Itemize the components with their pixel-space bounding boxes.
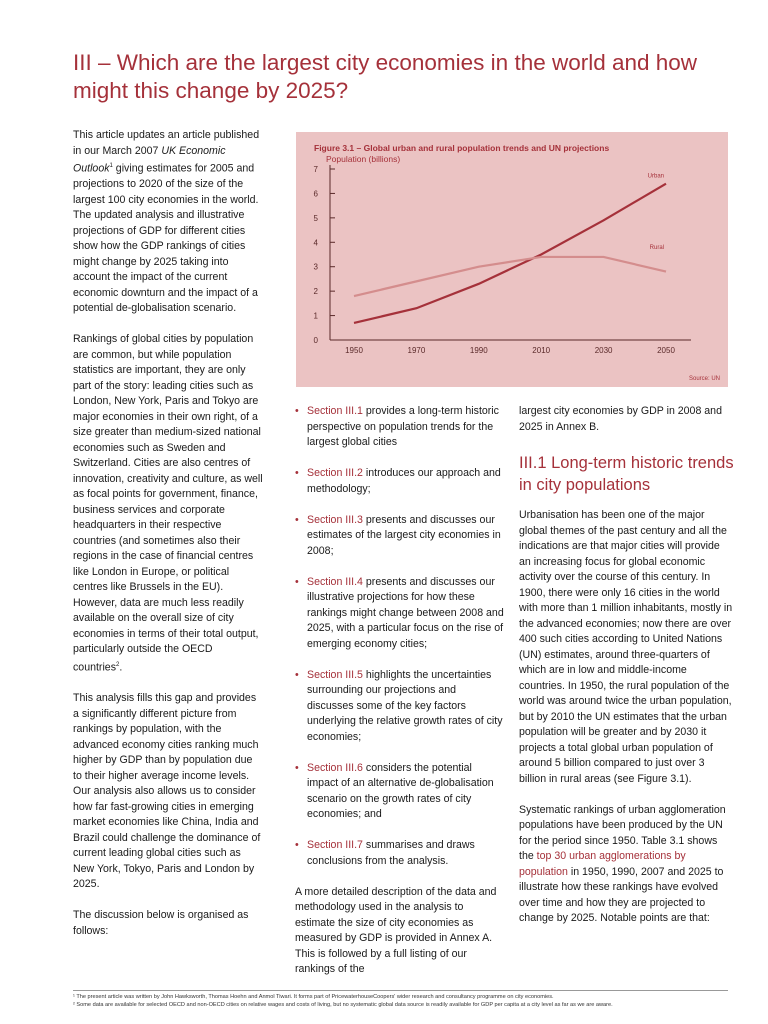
y-tick-label: 2	[313, 287, 318, 297]
bullet-icon: •	[295, 405, 299, 417]
analysis-paragraph: This analysis fills this gap and provides a significantly different picture from rankings by population, with the advanced economy cities ranking much higher by GDP than by population due to their higher average income levels. Our analysis also allows us to consider how far fast-growing cities in emerging market economies like China, India and Brazil could challenge the dominance of current leading global cities such as New York, Tokyo, Paris and London by 2025.	[73, 692, 261, 891]
section-description: summarises and draws conclusions from the analysis.	[307, 839, 475, 867]
x-tick-label: 1990	[469, 346, 488, 355]
bullet-icon: •	[295, 575, 299, 588]
section-list-item	[295, 668, 505, 746]
x-tick-label: 1950	[345, 346, 363, 355]
footnote-2: ² Some data are available for selected OECD and non-OECD cities on relative wages and costs of living, but no systematic global data source is readily available for GDP per capita at a city level as far as we are aware.	[73, 1002, 613, 1008]
section-list-item	[295, 761, 505, 823]
discussion-paragraph: The discussion below is organised as follows:	[73, 909, 249, 937]
chart-title: Figure 3.1 – Global urban and rural population trends and UN projections	[314, 143, 610, 153]
x-tick-label: 1970	[407, 346, 426, 355]
section-link[interactable]: Section III.4	[307, 575, 363, 588]
methodology-paragraph: A more detailed description of the data and methodology used in the analysis to estimate the size of city economies as measured by GDP is provided in Annex A. This is followed by a full listing of our rankings of the	[295, 885, 497, 975]
y-tick-label: 4	[313, 238, 318, 248]
table-link[interactable]: top 30 urban agglomerations by population	[519, 850, 686, 878]
section-link[interactable]: Section III.5	[307, 668, 363, 681]
column-right	[519, 404, 734, 942]
urbanisation-paragraph: Urbanisation has been one of the major global themes of the past century and all the indications are that major cities will provide an increasing focus for global economic activity over the course of this century. In 1900, there were only 16 cities in the world with more than 1 million inhabitants, mostly in the advanced economies; now there are over 400 such cities according to United Nations (UN) estimates, around three-quarters of which are in low and middle-income countries. In 1950, the rural population of the world was around twice the urban population, but by 2010 the UN estimates that the urban population will be greater and by 2030 it projects a total global urban population of around 5 billion compared to just over 3 billion in rural areas (see Figure 3.1).	[519, 509, 733, 785]
section-description: presents and discusses our illustrative projections for how these rankings might change between 2008 and 2025, with a particular focus on the rise of emerging economy cities;	[307, 575, 504, 650]
section-list-item	[295, 466, 505, 497]
column-left	[73, 128, 263, 955]
column-middle	[295, 404, 505, 993]
y-tick-label: 0	[313, 336, 318, 345]
bullet-icon: •	[295, 467, 299, 479]
rural-series-line	[354, 257, 666, 296]
section-description: provides a long-term historic perspective on population trends for the largest global cities	[307, 405, 499, 448]
section-link[interactable]: Section III.6	[307, 761, 363, 774]
bullet-icon: •	[295, 668, 299, 681]
page-title: III – Which are the largest city economies in the world and how might this change by 2025?	[73, 50, 698, 103]
x-tick-label: 2010	[532, 346, 551, 355]
section-list-item	[295, 838, 505, 869]
section-list-item	[295, 404, 505, 451]
section-description: considers the potential impact of an alternative de-globalisation scenario on the growth rates of city economies; and	[307, 761, 494, 820]
series-label: Urban	[647, 173, 664, 180]
section-link[interactable]: Section III.2	[307, 467, 363, 479]
y-tick-label: 3	[313, 262, 318, 272]
y-tick-label: 6	[313, 189, 318, 199]
section-link[interactable]: Section III.3	[307, 513, 363, 526]
chart-source: Source: UN	[688, 376, 720, 382]
section-heading: III.1 Long-term historic trends in city populations	[519, 454, 734, 494]
intro-paragraph: This article updates an article published in our March 2007 UK Economic Outlook$^1$ giving estimates for 2005 and projections to 2020 of the size of the largest 100 city economies in the world. The updated analysis and illustrative projections of GDP for different cities show how the GDP rankings of cities might change by 2025 taking into account the impact of the current economic downturn and the impact of a potential de-globalisation scenario.	[73, 129, 260, 315]
section-link[interactable]: Section III.7	[307, 839, 363, 851]
footnote-1: ¹ The present article was written by John Hawksworth, Thomas Hoehn and Anmol Tiwari. It forms part of PricewaterhouseCoopers' wider research and consultancy programme on city economies.	[73, 994, 554, 1000]
section-link[interactable]: Section III.1	[307, 405, 363, 417]
bullet-icon: •	[295, 839, 299, 851]
series-label: Rural	[649, 244, 664, 251]
x-tick-label: 2030	[594, 346, 613, 355]
figure-3-1	[296, 132, 728, 387]
section-list-item	[295, 513, 505, 560]
y-tick-label: 1	[313, 311, 318, 321]
y-tick-label: 7	[313, 165, 318, 174]
y-tick-label: 5	[313, 213, 318, 223]
bullet-icon: •	[295, 513, 299, 526]
section-list-item	[295, 575, 505, 653]
section-description: introduces our approach and methodology;	[307, 467, 501, 495]
annex-continuation: largest city economies by GDP in 2008 and 2025 in Annex B.	[519, 405, 722, 433]
x-tick-label: 2050	[657, 346, 675, 355]
rankings-paragraph: Rankings of global cities by population are common, but while population statistics are important, they are only part of the story: leading cities such as London, New York, Paris and Tokyo are major economies in their own right, of a size greater than medium-sized national economies such as Sweden and Switzerland. Cities are also centres of innovation, creativity and culture, as well as focal points for government, finance, business services and corporate headquarters in their respective countries (and sometimes also their regions in the case of financial centres like London in Europe, or political centres like Brussels in the EU). However, data are much less readily available on the overall size of city economies in terms of their total output, particularly outside the OECD countries$^2$.	[73, 333, 263, 674]
urban-series-line	[354, 184, 666, 323]
chart-ylabel: Population (billions)	[326, 154, 401, 164]
section-description: highlights the uncertainties surrounding our projections and discusses some of the key factors underlying the relative growth rates of city economies;	[307, 668, 503, 743]
section-list	[295, 404, 505, 869]
bullet-icon: •	[295, 761, 299, 774]
section-description: presents and discusses our estimates of the largest city economies in 2008;	[307, 513, 501, 557]
population-chart	[296, 132, 728, 387]
footnotes	[73, 990, 728, 1009]
rankings-paragraph-2: Systematic rankings of urban agglomeration populations have been produced by the UN for the period since 1950. Table 3.1 shows the top 30 urban agglomerations by population in 1950, 1990, 2007 and 2025 to illustrate how these rankings have evolved over time and how they are projected to change by 2025. Notable points are that:	[519, 803, 726, 924]
